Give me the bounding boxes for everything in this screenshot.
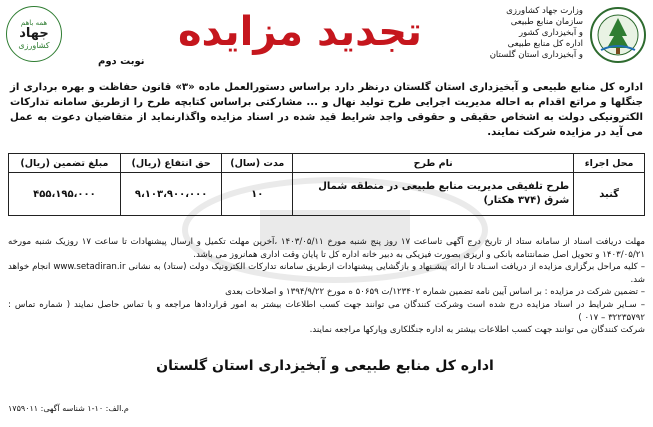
table-row bbox=[9, 173, 645, 216]
cell-fee: ۹،۱۰۳،۹۰۰،۰۰۰ bbox=[120, 173, 222, 216]
issuer-line: و آبخیزداری استان گلستان bbox=[489, 50, 583, 60]
table-header-row bbox=[9, 154, 645, 173]
logo-top-text: همه باهم bbox=[20, 18, 48, 27]
header-fee: حق انتفاع (ریال) bbox=[120, 154, 222, 173]
header-deposit: مبلغ تضمین (ریال) bbox=[9, 154, 121, 173]
round-label: نوبت دوم bbox=[98, 56, 145, 67]
intro-paragraph: اداره کل منابع طبیعی و آبخیزداری استان گلستان درنظر دارد براساس دستورالعمل ماده «۳» قانون حفاظت و بهره برداری از جنگلها و مراتع اقدام به احاله مدیریت اجرایی طرح تولید نهال و ... مشارکتی براساس کتابچه طرح را ازطریق سامانه تدارکات الکترونیکی دولت به اشخاص حقیقی و حقوقی واجد شرایط قید شده در اسناد مزایده واگذارنماید از متقاضیان دعوت به عمل می آید در مزایده شرکت نمایند. bbox=[10, 82, 643, 138]
terms-section bbox=[8, 236, 645, 337]
natural-resources-emblem-icon bbox=[589, 6, 647, 64]
issuer-line: سازمان منابع طبیعی bbox=[510, 17, 583, 27]
page-title: تجدید مزایده bbox=[177, 9, 423, 55]
auction-table bbox=[8, 153, 645, 216]
logo-sub-text: کشاورزی bbox=[18, 40, 50, 50]
issuer-line: اداره کل منابع طبیعی bbox=[507, 39, 583, 49]
issuer-line: و آبخیزداری کشور bbox=[518, 28, 583, 38]
cell-deposit: ۴۵۵،۱۹۵،۰۰۰ bbox=[9, 173, 121, 216]
header-place: محل اجراء bbox=[574, 154, 645, 173]
header-duration: مدت (سال) bbox=[222, 154, 293, 173]
term-item: شرکت کنندگان می توانند جهت کسب اطلاعات بیشتر به اداره جنگلکاری وپارکها مراجعه نمایند. bbox=[309, 325, 645, 336]
cell-place: گنبد bbox=[574, 173, 645, 216]
term-item: – سـایر شرایط در اسناد مزایده درج شده است وشرکت کنندگان می توانند جهت کسب اطلاعات بیشتر به امور قراردادها مراجعه و با تماس حاصل نمایند ( شماره تماس : ۳۲۲۳۵۷۹۲ – ۰۱۷ ) bbox=[8, 299, 645, 323]
issuer-block bbox=[473, 6, 583, 61]
cell-name: طرح تلفیقی مدیریت منابع طبیعی در منطقه شمال شرق (۳۷۴ هکتار) bbox=[293, 173, 574, 216]
term-item: – تضمین شرکت در مزایده : بر اساس آیین نامه تضمین شماره ۱۲۳۴۰۲/ت ۵۰۶۵۹ ه مورخ ۱۳۹۴/۹/۲۲ و اصلاحات بعدی bbox=[225, 287, 645, 298]
ad-code: م.الف: ۱۰-۱ شناسه آگهی: ۱۷۵۹۰۱۱ bbox=[8, 404, 129, 413]
term-item: – کلیه مراحل برگزاری مزایده از دریافت اسـناد تا ارائه پیشـنهاد و بازگشایی پیشنهادات ازطریق سامانه تدارکات الکترونیک دولت (ستاد) به نشانی www.setadiran.ir انجام خواهد شد. bbox=[8, 262, 645, 285]
footer-organization: اداره کل منابع طبیعی و آبخیزداری استان گلستان bbox=[156, 358, 494, 374]
term-item: مهلت دریافت اسناد از سامانه ستاد از تاریخ درج آگهی تاساعت ۱۷ روز پنج شنبه مورخ ۱۴۰۳/۰۵/۱۱ ،آخرین مهلت تکمیل و ارسال پیشنهادات تا ساعت ۱۷ روزیک شنبه مورخه ۱۴۰۳/۰۵/۲۱ و تحویل اصل ضمانتنامه بانکی و اریزی بصورت فیزیکی به دبیر خانه اداره کل تا پایان وقت اداری همانروز می باشد. bbox=[8, 237, 645, 260]
logo-main-text: جهاد bbox=[19, 25, 49, 41]
header-name: نام طرح bbox=[293, 154, 574, 173]
jihad-keshavarzi-logo bbox=[6, 6, 62, 62]
cell-duration: ۱۰ bbox=[222, 173, 293, 216]
issuer-line: وزارت جهاد کشاورزی bbox=[506, 6, 583, 16]
